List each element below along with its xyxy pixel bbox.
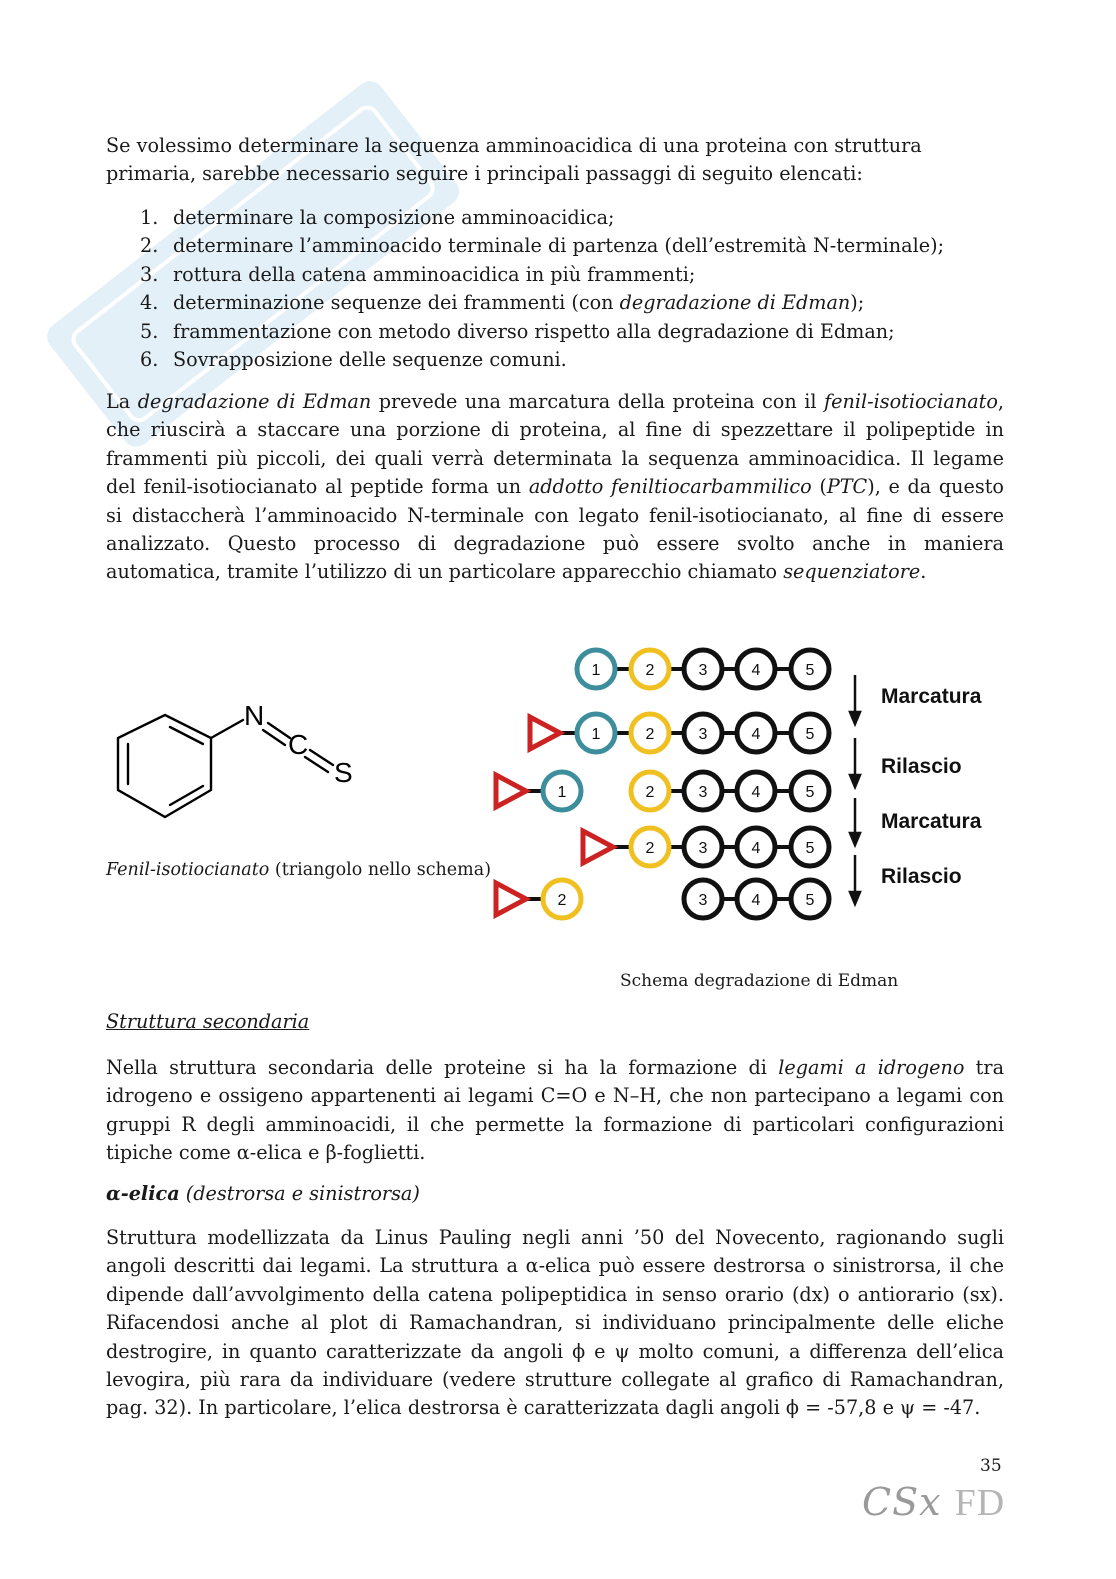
atom-n-label: N [244, 700, 265, 731]
step-label: Rilascio [881, 755, 962, 778]
residue-label: 2 [557, 892, 567, 909]
intro-paragraph: Se volessimo determinare la sequenza amminoacidica di una proteina con struttura primaria, sarebbe necessario seguire i principali passaggi di seguito elencati: [106, 134, 922, 186]
residue-label: 1 [591, 726, 601, 743]
step-label: Marcatura [881, 685, 982, 708]
residue-label: 2 [645, 662, 655, 679]
residue-label: 4 [751, 726, 761, 743]
residue-label: 3 [698, 726, 708, 743]
residue-label: 4 [751, 784, 761, 801]
list-item: 2. determinare l’amminoacido terminale di partenza (dell’estremità N-terminale); [140, 234, 945, 258]
residue-label: 4 [751, 892, 761, 909]
step-label: Rilascio [881, 865, 962, 888]
residue-label: 5 [805, 840, 815, 857]
alpha-helix-paragraph: Struttura modellizzata da Linus Pauling negli anni ’50 del Novecento, ragionando sugli angoli descritti dai legami. La struttura a α-elica può essere destrorsa o sinistrorsa, il che dipende dall’avvolgimento della catena polipeptidica in senso orario (dx) o antiorario (sx). Rifacendosi anche al plot di Ramachandran, si individuano principalmente delle eliche destrogire, in quanto caratterizzate da angoli ϕ e ψ molto comuni, a differenza dell’elica levogira, più rara da individuare (vedere strutture collegate al grafico di Ramachandran, pag. 32). In particolare, l’elica destrorsa è caratterizzata dagli angoli ϕ = -57,8 e ψ = -47. [106, 1226, 1004, 1420]
schema-caption: Schema degradazione di Edman [620, 971, 899, 991]
step-label: Marcatura [881, 810, 982, 833]
residue-label: 3 [698, 662, 708, 679]
residue-label: 2 [645, 784, 655, 801]
molecule-caption: Fenil-isotiocianato (triangolo nello schema) [106, 860, 492, 880]
residue-label: 3 [698, 892, 708, 909]
steps-list [106, 204, 1004, 374]
list-item: 3. rottura della catena amminoacidica in più frammenti; [140, 262, 696, 286]
residue-label: 5 [805, 892, 815, 909]
section-heading: Struttura secondaria [106, 1010, 310, 1033]
residue-label: 3 [698, 840, 708, 857]
residue-label: 5 [805, 662, 815, 679]
list-item: 1. determinare la composizione amminoacidica; [140, 206, 615, 229]
residue-label: 3 [698, 784, 708, 801]
list-item: 5. frammentazione con metodo diverso rispetto alla degradazione di Edman; [140, 319, 895, 343]
list-item: 6. Sovrapposizione delle sequenze comuni. [140, 348, 567, 372]
list-item: 4. determinazione sequenze dei frammenti (con degradazione di Edman); [140, 291, 865, 315]
residue-label: 2 [645, 840, 655, 857]
atom-s-label: S [334, 757, 353, 788]
residue-label: 1 [557, 784, 567, 801]
alpha-helix-heading: α-elica (destrorsa e sinistrorsa) [106, 1182, 420, 1205]
page-number: 35 [980, 1456, 1002, 1476]
residue-label: 1 [591, 662, 601, 679]
atom-c-label: C [288, 729, 309, 760]
footer-logo: CSx FD [862, 1480, 1006, 1524]
edman-schema [488, 640, 1008, 930]
edman-paragraph: La degradazione di Edman prevede una marcatura della proteina con il fenil-isotiocianato, che riuscirà a staccare una porzione di proteina, al fine di spezzettare il polipeptide in frammenti più piccoli, dei quali verrà determinata la sequenza amminoacidica. Il legame del fenil-isotiocianato al peptide forma un addotto feniltiocarbammilico (PTC), e da questo si distaccherà l’amminoacido N-terminale con legato fenil-isotiocianato, al fine di essere analizzato. Questo processo di degradazione può essere svolto anche in maniera automatica, tramite l’utilizzo di un particolare apparecchio chiamato sequenziatore. [106, 390, 1005, 584]
residue-label: 5 [805, 784, 815, 801]
secondary-paragraph: Nella struttura secondaria delle proteine si ha la formazione di legami a idrogeno tra idrogeno e ossigeno appartenenti ai legami C=O e N–H, che non partecipano a legami con gruppi R degli amminoacidi, il che permette la formazione di particolari configurazioni tipiche come α-elica e β-foglietti. [106, 1056, 1005, 1165]
residue-label: 4 [751, 662, 761, 679]
residue-label: 5 [805, 726, 815, 743]
phenyl-isothiocyanate-structure [108, 690, 378, 840]
residue-label: 4 [751, 840, 761, 857]
residue-label: 2 [645, 726, 655, 743]
